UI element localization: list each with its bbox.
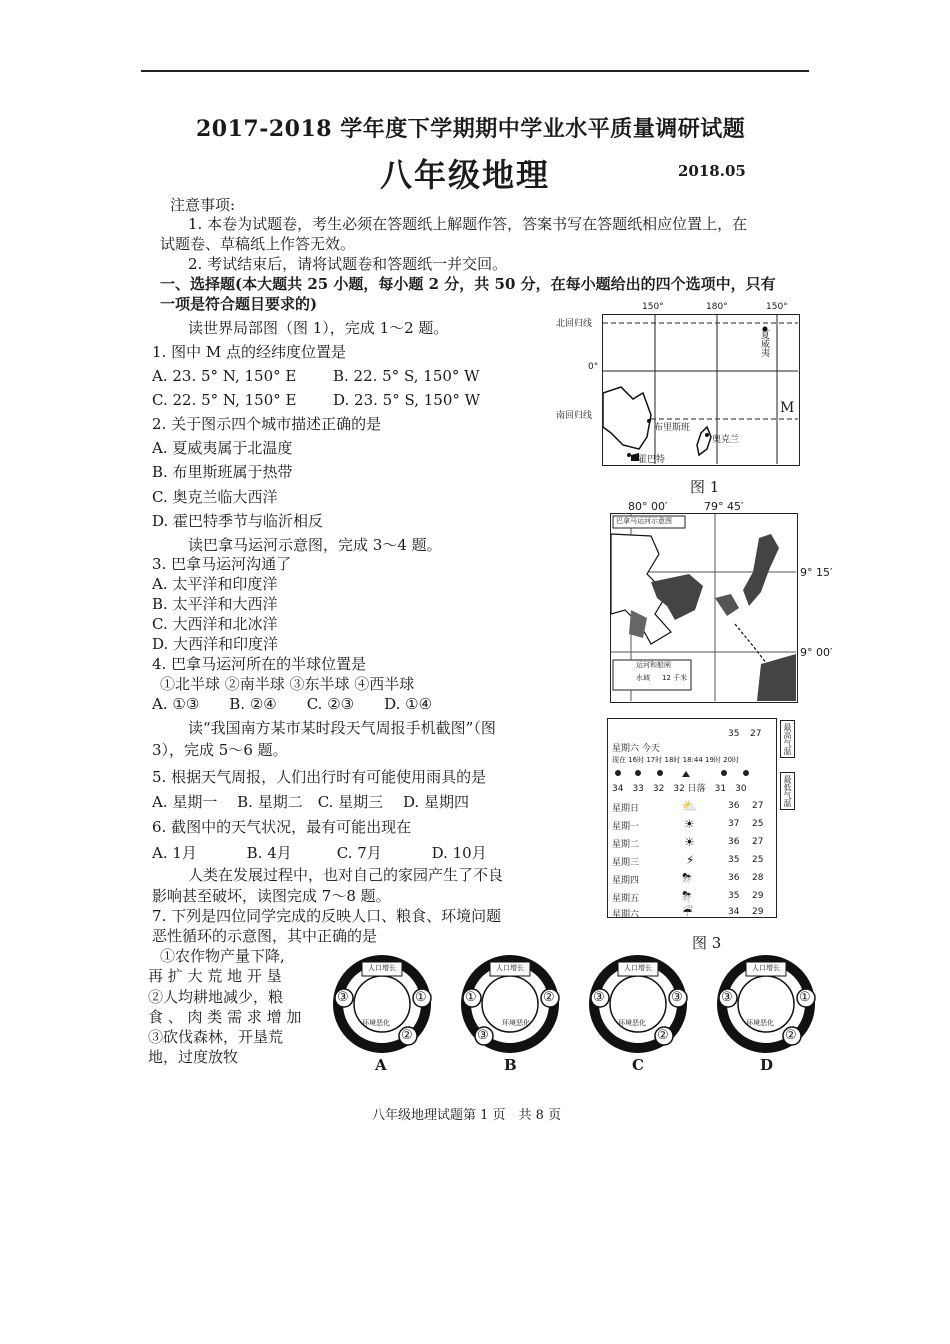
- q1-stem: 1. 图中 M 点的经纬度位置是: [152, 343, 346, 361]
- exam-subject: 八年级地理: [380, 156, 551, 194]
- fig2-lon-2: 79° 45′: [704, 500, 744, 513]
- fig3-day: 星期四: [612, 876, 640, 886]
- partly-cloudy-icon: ⛅: [682, 799, 697, 813]
- fig1-lat-tropic-n: 北回归线: [556, 319, 593, 329]
- q7-stem-b: 恶性循环的示意图，其中正确的是: [152, 927, 378, 945]
- q3-4-intro: 读巴拿马运河示意图，完成 3～4 题。: [188, 536, 442, 554]
- fig3-hi: 36: [728, 873, 740, 883]
- fig3-side-low: 最低气温: [780, 772, 795, 810]
- fig3-day: 星期五: [612, 894, 640, 904]
- fig1-lon-2: 180°: [706, 302, 728, 312]
- page-footer: 八年级地理试题第 1 页 共 8 页: [372, 1108, 562, 1123]
- cycle-diagram-b: [454, 954, 566, 1074]
- q6-stem: 6. 截图中的天气状况，最有可能出现在: [152, 818, 412, 836]
- section1-line1: 一、选择题(本大题共 25 小题，每小题 2 分，共 50 分，在每小题给出的四个选项中，只有: [160, 275, 776, 293]
- fig3-row-wed: [612, 853, 764, 868]
- q5-6-intro-2: 3），完成 5～6 题。: [152, 741, 288, 759]
- fig3-day: 星期六: [612, 910, 640, 920]
- q1-option-d: D. 23. 5° S, 150° W: [333, 391, 481, 409]
- fig3-lo: 25: [752, 855, 764, 865]
- q7-option-3b: 地，过度放牧: [148, 1048, 239, 1066]
- fig3-hi: 37: [728, 819, 740, 829]
- cycle-diagram-d: [710, 954, 822, 1074]
- fig1-lon-1: 150°: [642, 302, 664, 312]
- cycle-c-num-right: ③: [671, 990, 683, 1005]
- q5-6-intro-1: 读“我国南方某市某时段天气周报手机截图”（图: [188, 719, 496, 737]
- fig3-row-sun: [612, 799, 764, 814]
- cycle-diagram-c: [582, 954, 694, 1074]
- fig2-lat-2: 9° 00′: [800, 646, 833, 659]
- exam-title: 2017-2018 学年度下学期期中学业水平质量调研试题: [196, 116, 746, 142]
- notice-heading: 注意事项:: [170, 196, 236, 214]
- fig1-place-hobart: 霍巴特: [638, 455, 666, 465]
- cycle-b-num-left: ①: [465, 990, 477, 1005]
- fig3-hourly-temps: 34 33 32 32 日落 31 30: [612, 784, 747, 794]
- fig3-lo: 29: [752, 891, 764, 901]
- q7-8-intro-2: 影响甚至破坏，读图完成 7～8 题。: [152, 887, 391, 905]
- q7-option-2b: 食 、 肉 类 需 求 增 加: [148, 1008, 302, 1026]
- q2-option-a: A. 夏威夷属于北温度: [152, 439, 293, 457]
- sun-icon: ☀: [684, 817, 695, 831]
- fig3-row-sat: [612, 905, 764, 920]
- q4-stem: 4. 巴拿马运河所在的半球位置是: [152, 655, 367, 673]
- fig3-row-thu: [612, 871, 764, 886]
- fig3-day: 星期日: [612, 804, 640, 814]
- q6-options: A. 1月 B. 4月 C. 7月 D. 10月: [152, 844, 487, 862]
- fig3-today: 星期六 今天: [612, 744, 660, 754]
- fig3-hi: 35: [728, 891, 740, 901]
- q5-stem: 5. 根据天气周报，人们出行时有可能使用雨具的是: [152, 768, 487, 786]
- cycle-b-letter: B: [504, 1056, 517, 1074]
- q2-option-d: D. 霍巴特季节与临沂相反: [152, 512, 324, 530]
- fig1-place-brisbane: 布里斯班: [654, 423, 691, 433]
- q1-option-b: B. 22. 5° S, 150° W: [333, 367, 480, 385]
- fig1-point-m: M: [780, 400, 795, 416]
- fig3-day: 星期二: [612, 840, 640, 850]
- cycle-d-env: 环境恶化: [746, 1019, 774, 1027]
- fig3-hi: 35: [728, 855, 740, 865]
- fig3-hour-row: 现在 16时 17时 18时 18:44 19时 20时: [612, 756, 740, 764]
- fig3-lo: 28: [752, 873, 764, 883]
- notice-item-1a: 1. 本卷为试题卷，考生必须在答题纸上解题作答，答案书写在答题纸相应位置上，在: [188, 215, 748, 233]
- cycle-a-num-right: ①: [415, 990, 427, 1005]
- cycle-b-num-bottom: ③: [477, 1028, 489, 1043]
- fig3-row-mon: [612, 817, 764, 832]
- q3-option-d: D. 大西洋和印度洋: [152, 635, 279, 653]
- rain-icon: ☔: [682, 905, 693, 919]
- cycle-diagram-a: [326, 954, 438, 1074]
- fig3-lo: 29: [752, 907, 764, 917]
- fig2-title: 巴拿马运河示意图: [616, 517, 672, 525]
- q4-options: A. ①③ B. ②④ C. ②③ D. ①④: [152, 695, 433, 713]
- section1-line2: 一项是符合题目要求的): [160, 295, 318, 313]
- fig3-day: 星期一: [612, 822, 640, 832]
- cycle-b-top: 人口增长: [496, 964, 524, 972]
- sun-icon: ☀: [684, 835, 695, 849]
- fig3-caption: 图 3: [692, 934, 722, 952]
- q1-2-intro: 读世界局部图（图 1），完成 1～2 题。: [188, 319, 449, 337]
- fig1-lat-equator: 0°: [588, 362, 599, 372]
- q1-option-c: C. 22. 5° N, 150° E: [152, 391, 297, 409]
- fig3-lo-today: 27: [750, 729, 762, 739]
- fig2-legend-water: 水域: [636, 674, 650, 682]
- q7-option-3: ③砍伐森林，开垦荒: [148, 1028, 284, 1046]
- fig2-scale: 12 千米: [662, 674, 688, 682]
- lightning-icon: ⚡: [686, 853, 695, 867]
- fig2-lon-1: 80° 00′: [628, 500, 668, 513]
- fig1-place-hawaii: 夏威夷: [759, 330, 769, 357]
- q4-statements: ①北半球 ②南半球 ③东半球 ④西半球: [160, 675, 415, 693]
- thunderstorm-icon: ⛈: [682, 871, 692, 885]
- cycle-d-letter: D: [760, 1056, 774, 1074]
- q7-option-1b: 再 扩 大 荒 地 开 垦: [148, 967, 282, 985]
- fig3-hi-today: 35: [728, 729, 740, 739]
- q3-option-b: B. 太平洋和大西洋: [152, 595, 278, 613]
- cycle-d-num-bottom: ②: [785, 1028, 797, 1043]
- fig3-hi: 34: [728, 907, 740, 917]
- fig1-lat-tropic-s: 南回归线: [556, 411, 593, 421]
- q3-option-c: C. 大西洋和北冰洋: [152, 615, 278, 633]
- fig2-legend-canal: 运河和船闸: [636, 661, 671, 669]
- cycle-d-num-left: ③: [721, 990, 733, 1005]
- fig3-lo: 27: [752, 837, 764, 847]
- cycle-d-num-right: ①: [799, 990, 811, 1005]
- q3-stem: 3. 巴拿马运河沟通了: [152, 555, 292, 573]
- cycle-c-num-bottom: ②: [657, 1028, 669, 1043]
- cycle-c-env: 环境恶化: [618, 1019, 646, 1027]
- cycle-d-top: 人口增长: [752, 964, 780, 972]
- top-rule: [141, 70, 809, 72]
- notice-item-2: 2. 考试结束后，请将试题卷和答题纸一并交回。: [188, 255, 508, 273]
- q1-option-a: A. 23. 5° N, 150° E: [152, 367, 297, 385]
- cycle-c-letter: C: [632, 1056, 644, 1074]
- notice-item-1b: 试题卷、草稿纸上作答无效。: [160, 235, 356, 253]
- cycle-c-num-left: ③: [593, 990, 605, 1005]
- q7-option-2: ②人均耕地减少，粮: [148, 988, 284, 1006]
- cycle-a-num-bottom: ②: [401, 1028, 413, 1043]
- q2-stem: 2. 关于图示四个城市描述正确的是: [152, 415, 382, 433]
- cycle-c-top: 人口增长: [624, 964, 652, 972]
- fig3-lo: 27: [752, 801, 764, 811]
- fig3-lo: 25: [752, 819, 764, 829]
- fig3-hi: 36: [728, 801, 740, 811]
- q3-option-a: A. 太平洋和印度洋: [152, 575, 278, 593]
- q7-option-1: ①农作物产量下降,: [160, 947, 285, 965]
- q2-option-c: C. 奥克兰临大西洋: [152, 488, 278, 506]
- q2-option-b: B. 布里斯班属于热带: [152, 463, 293, 481]
- cycle-a-top: 人口增长: [368, 964, 396, 972]
- q7-8-intro-1: 人类在发展过程中，也对自己的家园产生了不良: [188, 866, 504, 884]
- fig3-side-high: 最高气温: [780, 720, 795, 758]
- fig3-day: 星期三: [612, 858, 640, 868]
- cycle-a-env: 环境恶化: [362, 1019, 390, 1027]
- fig1-place-auckland: 奥克兰: [712, 435, 740, 445]
- exam-date: 2018.05: [678, 162, 746, 180]
- fig3-hi: 36: [728, 837, 740, 847]
- cycle-a-letter: A: [375, 1056, 387, 1074]
- cycle-b-num-right: ②: [543, 990, 555, 1005]
- fig1-lon-3: 150°: [766, 302, 788, 312]
- figure-3-weather: [607, 718, 777, 918]
- q5-options: A. 星期一 B. 星期二 C. 星期三 D. 星期四: [152, 793, 469, 811]
- fig3-row-tue: [612, 835, 764, 850]
- fig1-caption: 图 1: [690, 478, 720, 496]
- q7-stem-a: 7. 下列是四位同学完成的反映人口、粮食、环境问题: [152, 907, 502, 925]
- fig3-row-fri: [612, 889, 764, 904]
- fig3-hourly-icons: [612, 767, 772, 779]
- fig2-lat-1: 9° 15′: [800, 566, 833, 579]
- cycle-a-num-left: ③: [337, 990, 349, 1005]
- thunderstorm-icon: ⛈: [682, 889, 692, 903]
- cycle-b-env: 环境恶化: [502, 1019, 530, 1027]
